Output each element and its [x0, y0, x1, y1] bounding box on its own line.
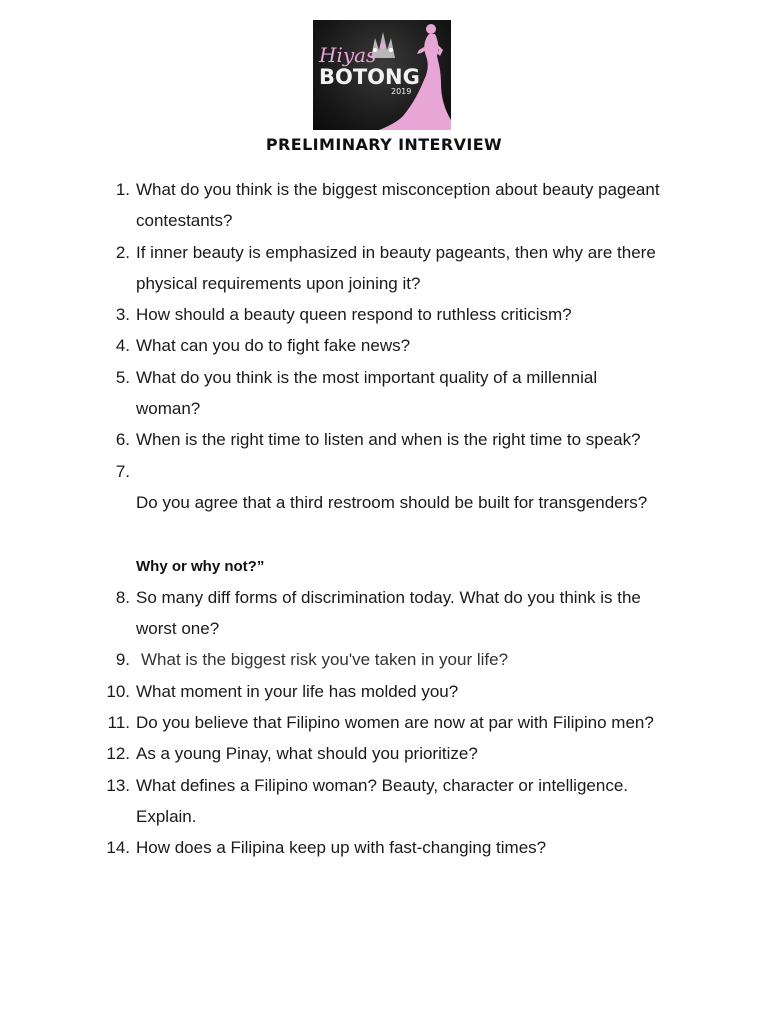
item-number: 9. — [115, 650, 130, 670]
item-text: If inner beauty is emphasized in beauty pageants, then why are there physical requirements upon joining it? — [136, 242, 656, 293]
list-item — [0, 770, 768, 833]
item-text: What defines a Filipino woman? Beauty, character or intelligence. Explain. — [136, 775, 628, 826]
list-item — [0, 582, 768, 645]
list-item — [0, 330, 768, 361]
list-item — [0, 676, 768, 707]
item-text: When is the right time to listen and when is the right time to speak? — [136, 430, 641, 450]
hiyas-botong-logo — [313, 20, 451, 130]
list-item — [0, 362, 768, 425]
item-text: As a young Pinay, what should you prioritize? — [136, 744, 478, 764]
list-item — [0, 237, 768, 300]
item-number: 4. — [115, 336, 130, 356]
item-text: So many diff forms of discrimination today. What do you think is the worst one? — [136, 587, 641, 639]
item-text: What can you do to fight fake news? — [136, 336, 411, 356]
list-item — [0, 644, 768, 675]
item-number: 12. — [106, 744, 130, 764]
list-item — [0, 707, 768, 738]
item-text: How should a beauty queen respond to ruthless criticism? — [136, 305, 572, 325]
item-number: 13. — [106, 775, 130, 795]
logo-brand-text: BOTONG — [319, 65, 420, 89]
list-item — [0, 299, 768, 330]
list-item — [0, 424, 768, 455]
item-text-block — [136, 456, 696, 582]
list-item — [0, 456, 768, 582]
item-text: What do you think is the most important quality of a millennial woman? — [136, 367, 598, 419]
item-number: 6. — [115, 430, 130, 450]
item-text: Do you agree that a third restroom should be built for transgenders? — [136, 492, 648, 512]
item-number: 5. — [115, 367, 130, 387]
logo-script-text: Hiyas — [319, 43, 377, 67]
item-subtext: Why or why not?” — [136, 557, 265, 575]
question-list — [0, 174, 768, 864]
item-number: 2. — [115, 242, 130, 262]
logo-year-text: 2019 — [391, 87, 412, 96]
item-text: What moment in your life has molded you? — [136, 681, 459, 701]
list-item — [0, 832, 768, 863]
item-number: 10. — [106, 681, 130, 701]
page-title: PRELIMINARY INTERVIEW — [265, 135, 503, 154]
item-text: Do you believe that Filipino women are now at par with Filipino men? — [136, 713, 654, 733]
item-number: 3. — [115, 305, 130, 325]
item-number: 1. — [115, 180, 130, 199]
list-item — [0, 738, 768, 769]
list-item — [0, 174, 768, 237]
item-number: 8. — [115, 587, 130, 607]
item-text: What do you think is the biggest misconception about beauty pageant contestants? — [136, 180, 660, 231]
item-number: 14. — [106, 838, 130, 858]
item-text: What is the biggest risk you've taken in your life? — [141, 650, 509, 670]
item-text: How does a Filipina keep up with fast-changing times? — [136, 838, 547, 858]
item-number: 11. — [107, 713, 130, 733]
item-number: 7. — [115, 461, 130, 481]
logo-graphic — [313, 20, 451, 130]
